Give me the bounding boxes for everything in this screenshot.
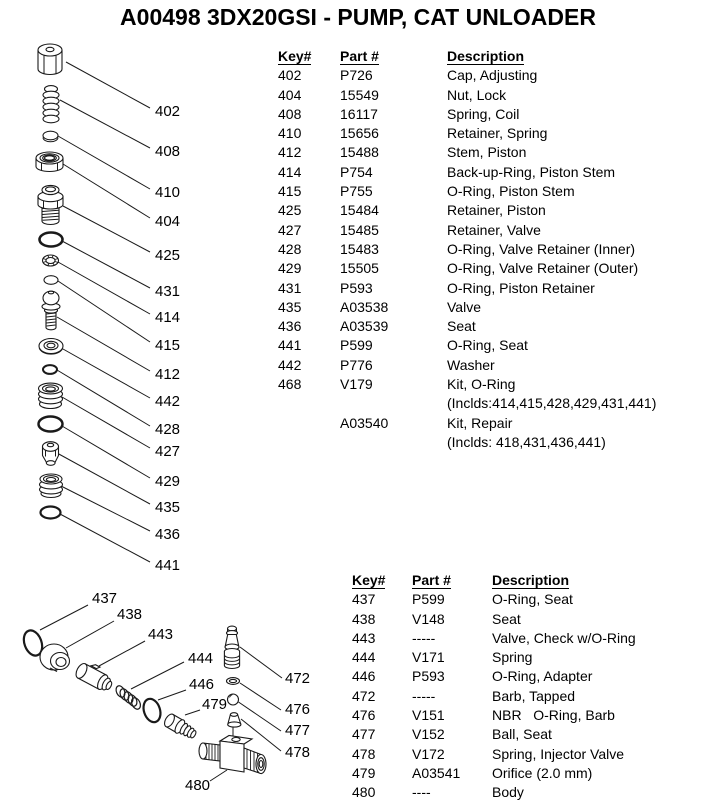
page-title: A00498 3DX20GSI - PUMP, CAT UNLOADER (120, 4, 596, 30)
part-oring-outer (39, 417, 63, 432)
part-cell: 15485 (340, 221, 379, 238)
table-row (278, 201, 708, 220)
part-cell: A03541 (412, 764, 461, 781)
table-row (278, 221, 708, 240)
callout-label: 441 (155, 557, 181, 574)
part-cell: 16117 (340, 105, 378, 122)
part-oring-piston-retainer (40, 233, 63, 247)
part-cell: 15483 (340, 240, 379, 257)
key-cell: 438 (352, 610, 376, 627)
table-header-row (278, 47, 708, 66)
part-cell: P726 (340, 67, 373, 84)
desc-header: Description (447, 48, 525, 64)
desc-cell: Seat (492, 610, 521, 627)
callout-label: 477 (285, 722, 311, 739)
desc-cell: (Inclds:414,415,428,429,431,441) (447, 395, 657, 412)
parts-table-lower (352, 571, 712, 803)
part-cell: V171 (412, 649, 445, 666)
table-row (278, 182, 708, 201)
key-cell: 476 (352, 707, 376, 724)
table-row (278, 279, 708, 298)
table-row (278, 317, 708, 336)
callout-label: 408 (155, 143, 181, 160)
callout-label: 442 (155, 393, 181, 410)
desc-cell: Retainer, Spring (447, 125, 548, 142)
key-cell: 408 (278, 105, 302, 122)
part-cell: 15549 (340, 86, 379, 103)
part-seat (40, 474, 63, 498)
desc-cell: Spring (492, 649, 533, 666)
table-row (278, 433, 708, 452)
callout-label: 429 (155, 473, 181, 490)
key-cell: 427 (278, 221, 302, 238)
desc-cell: Spring, Injector Valve (492, 745, 625, 762)
part-oring-barb (227, 678, 240, 685)
callout-label: 472 (285, 670, 311, 687)
table-row (278, 124, 708, 143)
part-cell: P593 (340, 279, 373, 296)
part-cell: P755 (340, 183, 373, 200)
desc-cell: Valve, Check w/O-Ring (492, 629, 636, 646)
part-orifice (162, 712, 199, 742)
key-cell: 425 (278, 202, 302, 219)
part-valve (43, 442, 59, 466)
key-cell: 414 (278, 163, 302, 180)
part-spring-444 (114, 684, 142, 710)
key-cell: 404 (278, 86, 302, 103)
table-header-row (352, 571, 712, 590)
desc-cell: O-Ring, Adapter (492, 668, 593, 685)
part-valve-retainer (39, 383, 63, 408)
desc-cell: Kit, O-Ring (447, 376, 516, 393)
part-cell: V152 (412, 726, 445, 743)
part-cell: ----- (412, 687, 436, 704)
key-cell: 428 (278, 240, 302, 257)
table-row (278, 414, 708, 433)
key-cell: 443 (352, 629, 376, 646)
part-cell: A03540 (340, 414, 389, 431)
lower-assembly-diagram (21, 590, 310, 794)
desc-cell: (Inclds: 418,431,436,441) (447, 433, 606, 450)
part-header: Part # (340, 48, 379, 64)
desc-cell: Washer (447, 356, 495, 373)
desc-cell: O-Ring, Piston Retainer (447, 279, 595, 296)
part-check-valve (74, 658, 117, 693)
callout-label: 480 (185, 777, 211, 794)
callout-label: 427 (155, 443, 181, 460)
desc-cell: O-Ring, Piston Stem (447, 183, 575, 200)
part-cell: ----- (412, 629, 436, 646)
callout-label: 438 (117, 606, 143, 623)
desc-cell: Retainer, Piston (447, 202, 546, 219)
table-row (278, 143, 708, 162)
part-cell: ---- (412, 784, 431, 801)
key-cell: 437 (352, 591, 376, 608)
key-cell: 444 (352, 649, 376, 666)
part-lock-nut (36, 152, 63, 171)
key-cell: 477 (352, 726, 376, 743)
part-piston-retainer (38, 185, 63, 224)
table-row (278, 375, 708, 394)
table-row (352, 764, 712, 783)
callout-label: 435 (155, 499, 181, 516)
callout-label: 414 (155, 309, 181, 326)
desc-cell: Barb, Tapped (492, 687, 576, 704)
key-cell: 435 (278, 298, 302, 315)
desc-cell: Ball, Seat (492, 726, 552, 743)
key-cell: 412 (278, 144, 302, 161)
table-row (278, 163, 708, 182)
part-cell: 15505 (340, 260, 379, 277)
key-cell: 410 (278, 125, 302, 142)
table-row (352, 687, 712, 706)
table-row (278, 86, 708, 105)
desc-cell: O-Ring, Valve Retainer (Inner) (447, 240, 636, 257)
key-cell (278, 394, 340, 413)
table-row (278, 240, 708, 259)
desc-cell: NBR O-Ring, Barb (492, 707, 615, 724)
part-cell: V151 (412, 707, 445, 724)
table-row (278, 298, 708, 317)
part-barb (224, 626, 239, 668)
key-cell: 429 (278, 260, 302, 277)
key-cell (278, 433, 340, 452)
table-row (278, 105, 708, 124)
part-cell: P599 (340, 337, 373, 354)
callout-label: 446 (189, 676, 215, 693)
desc-cell: Retainer, Valve (447, 221, 541, 238)
part-seat-438 (40, 644, 70, 672)
table-row (278, 394, 708, 413)
desc-header: Description (492, 572, 570, 588)
table-row (352, 610, 712, 629)
desc-cell: O-Ring, Seat (492, 591, 573, 608)
callout-label: 476 (285, 701, 311, 718)
callout-label: 412 (155, 366, 181, 383)
part-cell: A03538 (340, 298, 389, 315)
upper-callout-labels (155, 103, 180, 574)
part-spring-retainer (43, 131, 58, 142)
part-cell (340, 433, 447, 452)
key-cell: 442 (278, 356, 302, 373)
part-adjusting-cap (38, 44, 62, 75)
callout-label: 437 (92, 590, 118, 607)
part-cell: V172 (412, 745, 445, 762)
callout-label: 425 (155, 247, 181, 264)
key-cell: 441 (278, 337, 302, 354)
part-cell: V179 (340, 376, 373, 393)
table-row (352, 629, 712, 648)
desc-cell: Back-up-Ring, Piston Stem (447, 163, 616, 180)
part-oring-seat (41, 507, 61, 519)
callout-label: 402 (155, 103, 181, 120)
part-ball (228, 694, 239, 705)
key-cell (278, 414, 340, 433)
key-cell: 446 (352, 668, 376, 685)
key-cell: 479 (352, 764, 376, 781)
part-cell: A03539 (340, 318, 389, 335)
table-row (278, 356, 708, 375)
key-cell: 431 (278, 279, 302, 296)
part-coil-spring (43, 86, 59, 123)
desc-cell: Kit, Repair (447, 414, 513, 431)
part-oring-adapter (141, 697, 164, 725)
part-cell: P599 (412, 591, 445, 608)
desc-cell: O-Ring, Seat (447, 337, 528, 354)
upper-assembly-diagram (36, 44, 180, 574)
table-row (278, 259, 708, 278)
key-cell: 436 (278, 318, 302, 335)
table-row (278, 66, 708, 85)
table-row (352, 725, 712, 744)
key-cell: 468 (278, 376, 302, 393)
parts-table-upper (278, 47, 708, 452)
part-cell: V148 (412, 610, 445, 627)
desc-cell: Nut, Lock (447, 86, 507, 103)
part-oring-piston-stem (44, 276, 58, 285)
key-cell: 480 (352, 784, 376, 801)
table-row (352, 706, 712, 725)
key-header: Key# (278, 48, 312, 64)
desc-cell: Cap, Adjusting (447, 67, 538, 84)
key-cell: 472 (352, 687, 376, 704)
desc-cell: Spring, Coil (447, 105, 520, 122)
part-backup-ring (43, 255, 59, 266)
callout-label: 410 (155, 184, 181, 201)
callout-label: 436 (155, 526, 181, 543)
part-body (199, 736, 266, 774)
key-cell: 478 (352, 745, 376, 762)
part-cell: P593 (412, 668, 445, 685)
callout-label: 404 (155, 213, 181, 230)
part-washer (39, 339, 63, 355)
part-oring-inner (43, 365, 57, 374)
callout-label: 428 (155, 421, 181, 438)
callout-label: 431 (155, 283, 181, 300)
desc-cell: O-Ring, Valve Retainer (Outer) (447, 260, 639, 277)
desc-cell: Stem, Piston (447, 144, 527, 161)
part-cell (340, 394, 447, 413)
desc-cell: Seat (447, 318, 476, 335)
desc-cell: Body (492, 784, 524, 801)
callout-label: 443 (148, 626, 174, 643)
callout-label: 415 (155, 337, 181, 354)
part-cell: 15656 (340, 125, 379, 142)
part-cell: P776 (340, 356, 373, 373)
table-row (352, 783, 712, 802)
table-row (352, 745, 712, 764)
part-cell: P754 (340, 163, 373, 180)
desc-cell: Orifice (2.0 mm) (492, 764, 593, 781)
part-cell: 15484 (340, 202, 379, 219)
desc-cell: Valve (447, 298, 481, 315)
table-row (352, 590, 712, 609)
table-row (352, 648, 712, 667)
key-cell: 415 (278, 183, 302, 200)
part-piston-stem (42, 291, 60, 330)
table-row (352, 667, 712, 686)
callout-label: 478 (285, 744, 311, 761)
part-header: Part # (412, 572, 451, 588)
part-cell: 15488 (340, 144, 379, 161)
key-header: Key# (352, 572, 386, 588)
part-injector-spring (228, 713, 241, 727)
upper-leader-lines (57, 62, 150, 562)
key-cell: 402 (278, 67, 302, 84)
callout-label: 444 (188, 650, 214, 667)
table-row (278, 336, 708, 355)
callout-label: 479 (202, 696, 228, 713)
